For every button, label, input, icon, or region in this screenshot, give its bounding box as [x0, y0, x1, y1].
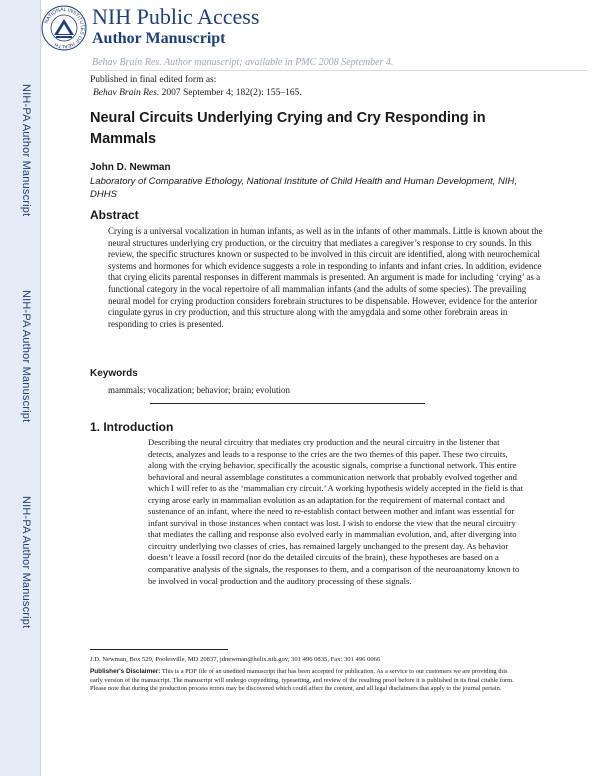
sidebar-label: NIH-PA Author Manuscript — [20, 290, 32, 423]
disclaimer-label: Publisher's Disclaimer: — [90, 668, 161, 675]
svg-text:NATIONAL INSTITUTES OF HEALTH: NATIONAL INSTITUTES OF HEALTH — [43, 6, 86, 50]
footnote-divider — [90, 649, 228, 650]
availability-note: Behav Brain Res. Author manuscript; available in PMC 2008 September 4. — [92, 57, 394, 68]
abstract-heading: Abstract — [90, 208, 139, 222]
section-divider — [150, 403, 425, 404]
author-name: John D. Newman — [90, 162, 171, 173]
abstract-text: Crying is a universal vocalization in human infants, as well as in the infants of other mammals. Little is known about the neural structures underlying cry production, or the circuitry that mediates a caregiver’s response to cry sounds. In this review, the specific structures known or suspected to be involved in this circuit are identified, along with neurochemical systems and hormones for which evidence suggests a role in responding to infants and infant cries. In addition, evidence that crying elicits parental responses in different mammals is presented. An argument is made for including ‘crying’ as a functional category in the vocal repertoire of all mammalian infants (and the adults of some species). The prevailing neural model for crying production considers forebrain structures to be dispensable. However, evidence for the anterior cingulate gyrus in cry production, and this structure along with the amygdala and some other forebrain areas in responding to cries is presented. — [108, 226, 543, 329]
journal-name: Behav Brain Res. — [93, 88, 160, 98]
keywords-text: mammals; vocalization; behavior; brain; evolution — [108, 385, 290, 395]
sidebar-label: NIH-PA Author Manuscript — [20, 84, 32, 217]
publisher-disclaimer — [90, 668, 515, 694]
author-affiliation: Laboratory of Comparative Ethology, National Institute of Child Health and Human Development, NIH, DHHS — [90, 176, 518, 200]
sidebar-label: NIH-PA Author Manuscript — [20, 496, 32, 629]
citation — [93, 88, 302, 98]
header-title: NIH Public Access — [92, 4, 260, 29]
sidebar — [0, 0, 41, 776]
header-divider — [88, 70, 588, 71]
nih-seal-icon — [40, 4, 88, 52]
keywords-heading: Keywords — [90, 368, 138, 379]
footnote-contact: J.D. Newman, Box 529, Poolesville, MD 20837, jdnewman@helix.nih.gov, 301 496 0835, Fax: 301 496 0066 — [90, 656, 381, 663]
header-subtitle: Author Manuscript — [92, 30, 226, 47]
article-title: Neural Circuits Underlying Crying and Cry Responding in Mammals — [90, 110, 486, 147]
disclaimer-text: This is a PDF file of an unedited manuscript that has been accepted for publication. As a service to our customers we are providing this early version of the manuscript. The manuscript will undergo copyediting, typesetting, and review of the resulting proof before it is published in its final citable form. Please note that during the production process errors may be discovered which could affect the content, and all legal disclaimers that apply to the journal pertain. — [90, 668, 514, 693]
introduction-text: Describing the neural circuitry that mediates cry production and the neural circuitry in the listener that detects, analyzes and leads to a response to the cries are the two themes of this paper. These two circuits, along with the crying behavior, specifically the acoustic signals, comprise a functional network. This entire behavioral and neural assemblage constitutes a communication network that probably evolved together and which I will refer to as the ‘mammalian cry circuit.’ A working hypothesis widely accepted in the field is that crying arose early in mammalian evolution as an adaptation for the requirement of maternal contact and sustenance of an infant, where the need to re-establish contact between mother and infant was essential for infant survival in those instances when contact was lost. I wish to endorse the view that the neural circuitry that mediates the calling and response also evolved early in mammalian evolution, and, after diverging into circuitry underlying two classes of cries, has remained largely unchanged to the present day. As behavior doesn’t leave a fossil record (nor do the detailed circuits of the brain), these hypotheses are based on a comparative analysis of the signals, the responses to them, and a comparison of the neuroanatomy known to be involved in vocal production and the auditory processing of these signals. — [148, 437, 523, 586]
introduction-heading: 1. Introduction — [90, 420, 174, 434]
citation-details: 2007 September 4; 182(2): 155–165. — [159, 88, 302, 98]
published-note: Published in final edited form as: — [90, 75, 217, 85]
